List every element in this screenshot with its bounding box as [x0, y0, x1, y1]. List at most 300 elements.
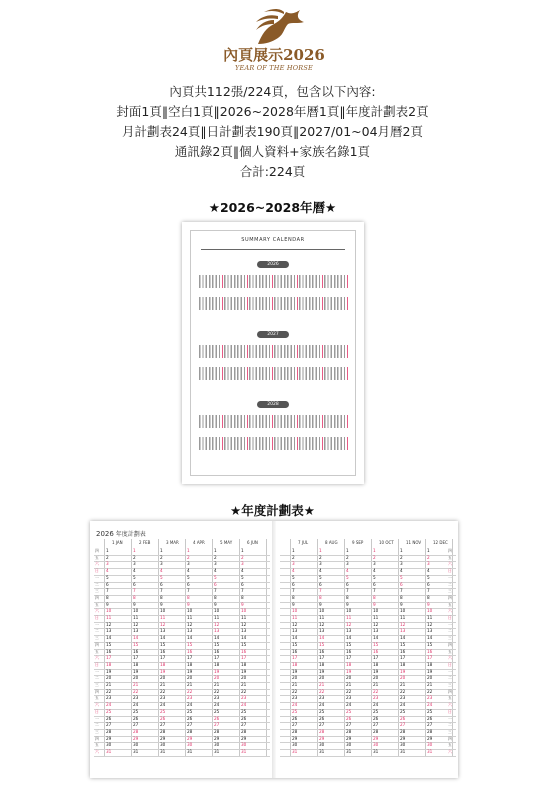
weekday-marker: 六 — [95, 702, 99, 708]
day-number: 2 — [187, 554, 190, 560]
day-number: 29 — [292, 735, 298, 741]
month-header: 11 NOV — [406, 540, 422, 545]
day-number: 17 — [241, 655, 247, 661]
day-number: 30 — [106, 742, 112, 748]
mini-month-grid — [224, 275, 248, 288]
day-number: 27 — [400, 722, 406, 728]
day-number: 8 — [214, 594, 217, 600]
intro-line: 內頁共112張/224頁，包含以下內容: — [169, 84, 376, 99]
day-number: 15 — [373, 641, 379, 647]
day-number: 2 — [292, 554, 295, 560]
day-number: 10 — [241, 608, 247, 614]
day-number: 4 — [346, 568, 349, 574]
day-number: 1 — [187, 548, 190, 553]
day-number: 19 — [214, 668, 220, 674]
day-number: 2 — [373, 554, 376, 560]
day-number: 27 — [214, 722, 220, 728]
day-number: 7 — [319, 588, 322, 594]
mini-month-grid — [324, 345, 348, 358]
day-number: 23 — [427, 695, 433, 701]
day-number: 21 — [106, 682, 112, 687]
day-number: 17 — [346, 655, 352, 661]
day-number: 27 — [319, 722, 325, 728]
day-number: 12 — [160, 621, 166, 627]
day-number: 12 — [346, 621, 352, 627]
day-number: 28 — [319, 728, 325, 734]
day-number: 15 — [214, 641, 220, 647]
year-pill: 2028 — [257, 401, 289, 408]
day-number: 6 — [106, 581, 109, 587]
day-number: 25 — [292, 708, 298, 714]
day-number: 6 — [346, 581, 349, 587]
day-number: 24 — [319, 702, 325, 708]
mini-month-grid — [324, 367, 348, 380]
mini-month — [274, 341, 298, 359]
mini-month-grid — [274, 415, 298, 428]
day-number: 14 — [373, 635, 379, 641]
day-number: 1 — [400, 548, 403, 553]
day-number: 5 — [214, 574, 217, 580]
day-number: 12 — [187, 621, 193, 627]
weekday-marker: 三 — [95, 728, 99, 734]
day-number: 28 — [160, 728, 166, 734]
day-number: 31 — [292, 749, 298, 754]
day-number: 15 — [427, 641, 433, 647]
day-number: 27 — [241, 722, 247, 728]
day-number: 13 — [400, 628, 406, 634]
day-number: 13 — [346, 628, 352, 634]
day-number: 24 — [373, 702, 379, 708]
day-number: 26 — [106, 715, 112, 721]
day-number: 21 — [319, 682, 325, 687]
weekday-marker: 四 — [448, 594, 452, 600]
mini-month — [299, 433, 323, 451]
day-number: 26 — [241, 715, 247, 721]
day-number: 8 — [241, 594, 244, 600]
day-number: 17 — [319, 655, 325, 661]
mini-month-grid — [274, 297, 298, 310]
weekday-marker: 日 — [448, 661, 452, 667]
day-number: 9 — [319, 601, 322, 607]
day-number: 28 — [427, 728, 433, 734]
day-number: 26 — [427, 715, 433, 721]
day-number: 16 — [373, 648, 379, 654]
weekday-marker: 六 — [448, 702, 452, 708]
mini-month — [224, 293, 248, 311]
day-number: 12 — [319, 621, 325, 627]
month-header: 9 SEP — [352, 540, 364, 545]
day-number: 11 — [427, 615, 433, 620]
weekday-marker: 二 — [448, 581, 452, 587]
day-number: 19 — [400, 668, 406, 674]
mini-month-grid — [324, 415, 348, 428]
day-number: 20 — [241, 675, 247, 681]
weekday-marker: 三 — [95, 635, 99, 641]
day-number: 20 — [427, 675, 433, 681]
mini-month — [224, 363, 248, 381]
day-number: 10 — [292, 608, 298, 614]
day-number: 11 — [241, 615, 247, 620]
day-number: 17 — [373, 655, 379, 661]
month-header: 8 AUG — [325, 540, 338, 545]
mini-month-grid — [299, 297, 323, 310]
day-number: 31 — [319, 749, 325, 754]
day-number: 9 — [160, 601, 163, 607]
day-number: 30 — [346, 742, 352, 748]
day-number: 14 — [319, 635, 325, 641]
day-number: 25 — [373, 708, 379, 714]
mini-month — [274, 433, 298, 451]
day-number: 4 — [214, 568, 217, 574]
mini-month-grid — [324, 297, 348, 310]
day-number: 3 — [346, 561, 349, 567]
day-number: 16 — [346, 648, 352, 654]
day-number: 28 — [400, 728, 406, 734]
mini-month-grid — [299, 345, 323, 358]
day-number: 6 — [400, 581, 403, 587]
day-number: 7 — [427, 588, 430, 594]
day-number: 11 — [187, 615, 193, 620]
day-number: 9 — [187, 601, 190, 607]
day-number: 20 — [106, 675, 112, 681]
annual-plan-left-page — [90, 521, 272, 778]
day-number: 13 — [106, 628, 112, 634]
day-number: 31 — [214, 749, 220, 754]
day-number: 6 — [319, 581, 322, 587]
month-header: 6 JUN — [247, 540, 258, 545]
day-number: 29 — [373, 735, 379, 741]
day-number: 17 — [187, 655, 193, 661]
day-number: 4 — [106, 568, 109, 574]
day-number: 30 — [373, 742, 379, 748]
day-number: 1 — [319, 548, 322, 553]
month-header: 4 APR — [193, 540, 205, 545]
day-number: 27 — [427, 722, 433, 728]
day-number: 26 — [292, 715, 298, 721]
day-number: 15 — [400, 641, 406, 647]
mini-month-grid — [199, 367, 223, 380]
day-number: 5 — [133, 574, 136, 580]
horse-icon — [214, 4, 334, 48]
day-number: 28 — [106, 728, 112, 734]
day-number: 24 — [400, 702, 406, 708]
weekday-marker: 日 — [95, 661, 99, 667]
day-number: 8 — [106, 594, 109, 600]
mini-month-grid — [224, 415, 248, 428]
divider — [201, 249, 345, 250]
day-number: 5 — [292, 574, 295, 580]
day-number: 10 — [106, 608, 112, 614]
day-number: 13 — [373, 628, 379, 634]
day-number: 10 — [133, 608, 139, 614]
mini-month — [299, 271, 323, 289]
day-number: 29 — [427, 735, 433, 741]
mini-month-grid — [299, 275, 323, 288]
day-number: 18 — [400, 661, 406, 667]
day-number: 15 — [292, 641, 298, 647]
day-number: 27 — [160, 722, 166, 728]
day-number: 26 — [373, 715, 379, 721]
day-number: 21 — [373, 682, 379, 687]
mini-month — [224, 411, 248, 429]
day-number: 24 — [106, 702, 112, 708]
weekday-marker: 六 — [95, 608, 99, 614]
day-number: 28 — [346, 728, 352, 734]
weekday-marker: 二 — [448, 722, 452, 728]
mini-month — [199, 271, 223, 289]
day-number: 30 — [427, 742, 433, 748]
day-number: 23 — [106, 695, 112, 701]
day-number: 22 — [400, 688, 406, 694]
mini-month — [249, 271, 273, 289]
day-number: 31 — [241, 749, 247, 754]
mini-month-grid — [299, 437, 323, 450]
day-number: 19 — [106, 668, 112, 674]
day-number: 1 — [427, 548, 430, 553]
weekday-marker: 二 — [95, 628, 99, 634]
weekday-marker: 四 — [95, 641, 99, 647]
day-number: 6 — [427, 581, 430, 587]
weekday-marker: 三 — [448, 635, 452, 641]
mini-month — [274, 363, 298, 381]
day-number: 12 — [106, 621, 112, 627]
day-number: 16 — [427, 648, 433, 654]
day-number: 16 — [241, 648, 247, 654]
day-number: 13 — [214, 628, 220, 634]
mini-month — [324, 271, 348, 289]
day-number: 31 — [106, 749, 112, 754]
day-number: 2 — [319, 554, 322, 560]
day-number: 10 — [346, 608, 352, 614]
day-number: 4 — [319, 568, 322, 574]
day-number: 25 — [133, 708, 139, 714]
day-number: 7 — [214, 588, 217, 594]
mini-month — [199, 363, 223, 381]
weekday-marker: 六 — [448, 608, 452, 614]
day-number: 2 — [214, 554, 217, 560]
day-number: 12 — [373, 621, 379, 627]
day-number: 16 — [214, 648, 220, 654]
day-number: 28 — [373, 728, 379, 734]
day-number: 20 — [292, 675, 298, 681]
weekday-marker: 五 — [448, 601, 452, 607]
mini-month-grid — [299, 367, 323, 380]
weekday-marker: 日 — [448, 708, 452, 714]
mini-month-grid — [324, 437, 348, 450]
day-number: 1 — [373, 548, 376, 553]
day-number: 3 — [292, 561, 295, 567]
day-number: 14 — [160, 635, 166, 641]
mini-month — [274, 293, 298, 311]
day-number: 7 — [292, 588, 295, 594]
day-number: 18 — [427, 661, 433, 667]
weekday-marker: 日 — [95, 708, 99, 714]
day-number: 26 — [214, 715, 220, 721]
day-number: 4 — [400, 568, 403, 574]
weekday-marker: 二 — [448, 628, 452, 634]
day-number: 28 — [241, 728, 247, 734]
weekday-marker: 三 — [95, 682, 99, 687]
day-number: 24 — [160, 702, 166, 708]
day-number: 22 — [160, 688, 166, 694]
mini-month — [199, 293, 223, 311]
mini-month-grid — [224, 437, 248, 450]
day-number: 13 — [292, 628, 298, 634]
mini-month — [324, 341, 348, 359]
day-number: 6 — [187, 581, 190, 587]
day-number: 6 — [292, 581, 295, 587]
day-number: 1 — [160, 548, 163, 553]
weekday-marker: 一 — [448, 715, 452, 721]
month-header: 2 FEB — [139, 540, 151, 545]
day-number: 17 — [214, 655, 220, 661]
day-number: 31 — [133, 749, 139, 754]
day-number: 14 — [241, 635, 247, 641]
day-number: 26 — [133, 715, 139, 721]
weekday-marker: 一 — [95, 621, 99, 627]
day-number: 4 — [292, 568, 295, 574]
day-number: 13 — [241, 628, 247, 634]
day-number: 25 — [106, 708, 112, 714]
day-number: 3 — [160, 561, 163, 567]
mini-month-grid — [199, 297, 223, 310]
day-number: 5 — [160, 574, 163, 580]
day-number: 18 — [133, 661, 139, 667]
day-number: 14 — [214, 635, 220, 641]
mini-month-grid — [224, 297, 248, 310]
weekday-marker: 六 — [448, 749, 452, 754]
weekday-marker: 日 — [95, 615, 99, 620]
day-number: 23 — [292, 695, 298, 701]
day-number: 10 — [214, 608, 220, 614]
weekday-marker: 四 — [448, 641, 452, 647]
intro-line: 封面1頁‖空白1頁‖2026~2028年曆1頁‖年度計劃表2頁 — [116, 104, 429, 119]
day-number: 5 — [241, 574, 244, 580]
day-number: 21 — [346, 682, 352, 687]
day-number: 19 — [319, 668, 325, 674]
day-number: 18 — [373, 661, 379, 667]
weekday-marker: 日 — [95, 568, 99, 574]
summary-section-title: ★2026~2028年曆★ — [208, 200, 337, 215]
day-number: 9 — [214, 601, 217, 607]
row-line — [280, 756, 456, 757]
day-number: 9 — [400, 601, 403, 607]
logo-title: 內頁展示2026 — [223, 46, 325, 64]
day-number: 31 — [346, 749, 352, 754]
day-number: 6 — [160, 581, 163, 587]
day-number: 11 — [319, 615, 325, 620]
day-number: 29 — [319, 735, 325, 741]
day-number: 13 — [319, 628, 325, 634]
day-number: 13 — [160, 628, 166, 634]
day-number: 31 — [427, 749, 433, 754]
day-number: 8 — [160, 594, 163, 600]
day-number: 18 — [292, 661, 298, 667]
day-number: 19 — [187, 668, 193, 674]
day-number: 1 — [346, 548, 349, 553]
day-number: 12 — [427, 621, 433, 627]
day-number: 7 — [160, 588, 163, 594]
mini-month — [299, 293, 323, 311]
day-number: 14 — [427, 635, 433, 641]
day-number: 22 — [319, 688, 325, 694]
mini-month — [249, 341, 273, 359]
weekday-marker: 二 — [95, 675, 99, 681]
weekday-marker: 三 — [448, 588, 452, 594]
mini-month — [324, 433, 348, 451]
day-number: 23 — [133, 695, 139, 701]
day-number: 21 — [241, 682, 247, 687]
day-number: 25 — [214, 708, 220, 714]
day-number: 2 — [346, 554, 349, 560]
day-number: 28 — [292, 728, 298, 734]
day-number: 8 — [427, 594, 430, 600]
day-number: 17 — [292, 655, 298, 661]
day-number: 4 — [373, 568, 376, 574]
day-number: 8 — [133, 594, 136, 600]
day-number: 31 — [160, 749, 166, 754]
day-number: 24 — [346, 702, 352, 708]
weekday-marker: 五 — [95, 648, 99, 654]
day-number: 20 — [160, 675, 166, 681]
day-number: 25 — [187, 708, 193, 714]
mini-month — [299, 363, 323, 381]
day-number: 22 — [106, 688, 112, 694]
day-number: 9 — [292, 601, 295, 607]
day-number: 11 — [292, 615, 298, 620]
day-number: 16 — [187, 648, 193, 654]
weekday-marker: 三 — [95, 588, 99, 594]
day-number: 20 — [187, 675, 193, 681]
weekday-marker: 一 — [95, 668, 99, 674]
day-number: 11 — [346, 615, 352, 620]
day-number: 7 — [133, 588, 136, 594]
day-number: 6 — [133, 581, 136, 587]
day-number: 4 — [133, 568, 136, 574]
weekday-marker: 四 — [95, 594, 99, 600]
mini-month — [324, 363, 348, 381]
day-number: 24 — [427, 702, 433, 708]
day-number: 19 — [133, 668, 139, 674]
day-number: 18 — [187, 661, 193, 667]
intro-line: 月計劃表24頁‖日計劃表190頁‖2027/01~04月曆2頁 — [121, 124, 424, 139]
weekday-marker: 四 — [95, 735, 99, 741]
day-number: 15 — [346, 641, 352, 647]
day-number: 27 — [187, 722, 193, 728]
mini-month-grid — [199, 345, 223, 358]
month-header: 10 OCT — [379, 540, 394, 545]
day-number: 3 — [319, 561, 322, 567]
day-number: 8 — [292, 594, 295, 600]
day-number: 17 — [133, 655, 139, 661]
mini-month — [249, 363, 273, 381]
day-number: 8 — [187, 594, 190, 600]
mini-month — [199, 341, 223, 359]
day-number: 28 — [187, 728, 193, 734]
day-number: 18 — [160, 661, 166, 667]
day-number: 7 — [241, 588, 244, 594]
mini-month — [199, 411, 223, 429]
day-number: 30 — [319, 742, 325, 748]
weekday-marker: 六 — [95, 655, 99, 661]
weekday-marker: 五 — [448, 554, 452, 560]
day-number: 4 — [160, 568, 163, 574]
mini-month-grid — [249, 275, 273, 288]
day-number: 26 — [160, 715, 166, 721]
day-number: 24 — [241, 702, 247, 708]
day-number: 21 — [160, 682, 166, 687]
mini-month — [324, 411, 348, 429]
